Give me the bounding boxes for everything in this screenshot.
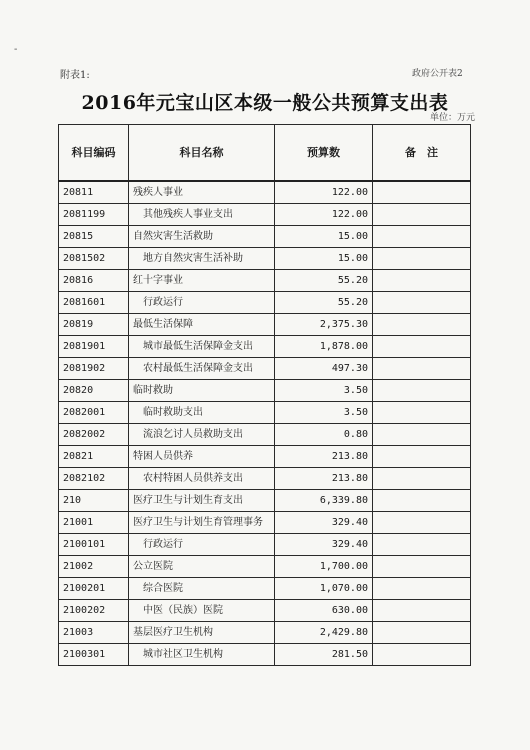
- cell-amount: 55.20: [275, 270, 373, 292]
- cell-code: 2100202: [59, 600, 129, 622]
- table-row: [59, 226, 471, 248]
- budget-table: [58, 124, 471, 666]
- cell-code: 21002: [59, 556, 129, 578]
- cell-name: 农村特困人员供养支出: [129, 468, 275, 490]
- cell-code: 20821: [59, 446, 129, 468]
- cell-name: 临时救助支出: [129, 402, 275, 424]
- cell-amount: 0.80: [275, 424, 373, 446]
- cell-amount: 2,429.80: [275, 622, 373, 644]
- cell-amount: 1,700.00: [275, 556, 373, 578]
- table-row: [59, 512, 471, 534]
- cell-amount: 122.00: [275, 181, 373, 204]
- table-row: [59, 446, 471, 468]
- cell-name: 自然灾害生活救助: [129, 226, 275, 248]
- cell-note: [373, 336, 471, 358]
- table-row: [59, 490, 471, 512]
- cell-note: [373, 578, 471, 600]
- cell-note: [373, 314, 471, 336]
- cell-code: 20811: [59, 181, 129, 204]
- cell-name: 行政运行: [129, 534, 275, 556]
- table-row: [59, 248, 471, 270]
- cell-note: [373, 270, 471, 292]
- table-row: [59, 402, 471, 424]
- table-row: [59, 468, 471, 490]
- cell-note: [373, 622, 471, 644]
- cell-amount: 6,339.80: [275, 490, 373, 512]
- cell-code: 20820: [59, 380, 129, 402]
- cell-note: [373, 181, 471, 204]
- cell-name: 城市社区卫生机构: [129, 644, 275, 666]
- cell-note: [373, 512, 471, 534]
- cell-code: 20819: [59, 314, 129, 336]
- cell-note: [373, 380, 471, 402]
- cell-amount: 15.00: [275, 248, 373, 270]
- column-header-amount: 预算数: [275, 125, 373, 182]
- table-row: [59, 644, 471, 666]
- cell-note: [373, 292, 471, 314]
- cell-note: [373, 644, 471, 666]
- table-row: [59, 358, 471, 380]
- table-row: [59, 270, 471, 292]
- cell-code: 2100301: [59, 644, 129, 666]
- table-row: [59, 534, 471, 556]
- table-row: [59, 181, 471, 204]
- cell-name: 行政运行: [129, 292, 275, 314]
- cell-amount: 2,375.30: [275, 314, 373, 336]
- cell-name: 基层医疗卫生机构: [129, 622, 275, 644]
- cell-amount: 122.00: [275, 204, 373, 226]
- cell-name: 残疾人事业: [129, 181, 275, 204]
- cell-note: [373, 468, 471, 490]
- cell-note: [373, 534, 471, 556]
- cell-note: [373, 248, 471, 270]
- cell-note: [373, 556, 471, 578]
- cell-note: [373, 424, 471, 446]
- table-row: [59, 556, 471, 578]
- cell-name: 综合医院: [129, 578, 275, 600]
- table-header-row: [59, 125, 471, 182]
- cell-code: 2082102: [59, 468, 129, 490]
- cell-code: 2081601: [59, 292, 129, 314]
- appendix-label: 附表1:: [60, 70, 90, 81]
- cell-amount: 3.50: [275, 380, 373, 402]
- margin-dash: -: [14, 44, 18, 55]
- column-header-code: 科目编码: [59, 125, 129, 182]
- cell-note: [373, 226, 471, 248]
- cell-amount: 630.00: [275, 600, 373, 622]
- cell-code: 2100101: [59, 534, 129, 556]
- cell-note: [373, 402, 471, 424]
- cell-code: 20815: [59, 226, 129, 248]
- cell-amount: 55.20: [275, 292, 373, 314]
- table-row: [59, 380, 471, 402]
- cell-name: 红十字事业: [129, 270, 275, 292]
- cell-amount: 3.50: [275, 402, 373, 424]
- table-row: [59, 336, 471, 358]
- table-row: [59, 600, 471, 622]
- cell-name: 医疗卫生与计划生育管理事务: [129, 512, 275, 534]
- table-row: [59, 578, 471, 600]
- column-header-note: 备 注: [373, 125, 471, 182]
- cell-note: [373, 490, 471, 512]
- cell-amount: 1,070.00: [275, 578, 373, 600]
- cell-code: 2081902: [59, 358, 129, 380]
- cell-amount: 329.40: [275, 534, 373, 556]
- cell-name: 公立医院: [129, 556, 275, 578]
- cell-note: [373, 358, 471, 380]
- cell-name: 城市最低生活保障金支出: [129, 336, 275, 358]
- cell-code: 2081199: [59, 204, 129, 226]
- cell-note: [373, 204, 471, 226]
- cell-code: 2100201: [59, 578, 129, 600]
- cell-name: 中医（民族）医院: [129, 600, 275, 622]
- cell-code: 210: [59, 490, 129, 512]
- cell-note: [373, 446, 471, 468]
- cell-name: 临时救助: [129, 380, 275, 402]
- cell-amount: 15.00: [275, 226, 373, 248]
- cell-code: 21003: [59, 622, 129, 644]
- cell-code: 2081901: [59, 336, 129, 358]
- document-tag: 政府公开表2: [412, 69, 463, 79]
- cell-name: 其他残疾人事业支出: [129, 204, 275, 226]
- cell-code: 2082001: [59, 402, 129, 424]
- cell-name: 最低生活保障: [129, 314, 275, 336]
- cell-code: 20816: [59, 270, 129, 292]
- table-row: [59, 292, 471, 314]
- cell-note: [373, 600, 471, 622]
- cell-name: 医疗卫生与计划生育支出: [129, 490, 275, 512]
- cell-name: 农村最低生活保障金支出: [129, 358, 275, 380]
- cell-amount: 213.80: [275, 468, 373, 490]
- table-row: [59, 622, 471, 644]
- table-body: [59, 181, 471, 666]
- cell-name: 地方自然灾害生活补助: [129, 248, 275, 270]
- cell-amount: 1,878.00: [275, 336, 373, 358]
- column-header-name: 科目名称: [129, 125, 275, 182]
- table-row: [59, 204, 471, 226]
- cell-code: 2082002: [59, 424, 129, 446]
- unit-label: 单位：万元: [430, 113, 476, 123]
- cell-amount: 213.80: [275, 446, 373, 468]
- cell-code: 2081502: [59, 248, 129, 270]
- cell-amount: 497.30: [275, 358, 373, 380]
- cell-name: 特困人员供养: [129, 446, 275, 468]
- table-row: [59, 424, 471, 446]
- table-row: [59, 314, 471, 336]
- cell-amount: 281.50: [275, 644, 373, 666]
- page-title: 2016年元宝山区本级一般公共预算支出表: [81, 92, 449, 114]
- cell-code: 21001: [59, 512, 129, 534]
- cell-name: 流浪乞讨人员救助支出: [129, 424, 275, 446]
- cell-amount: 329.40: [275, 512, 373, 534]
